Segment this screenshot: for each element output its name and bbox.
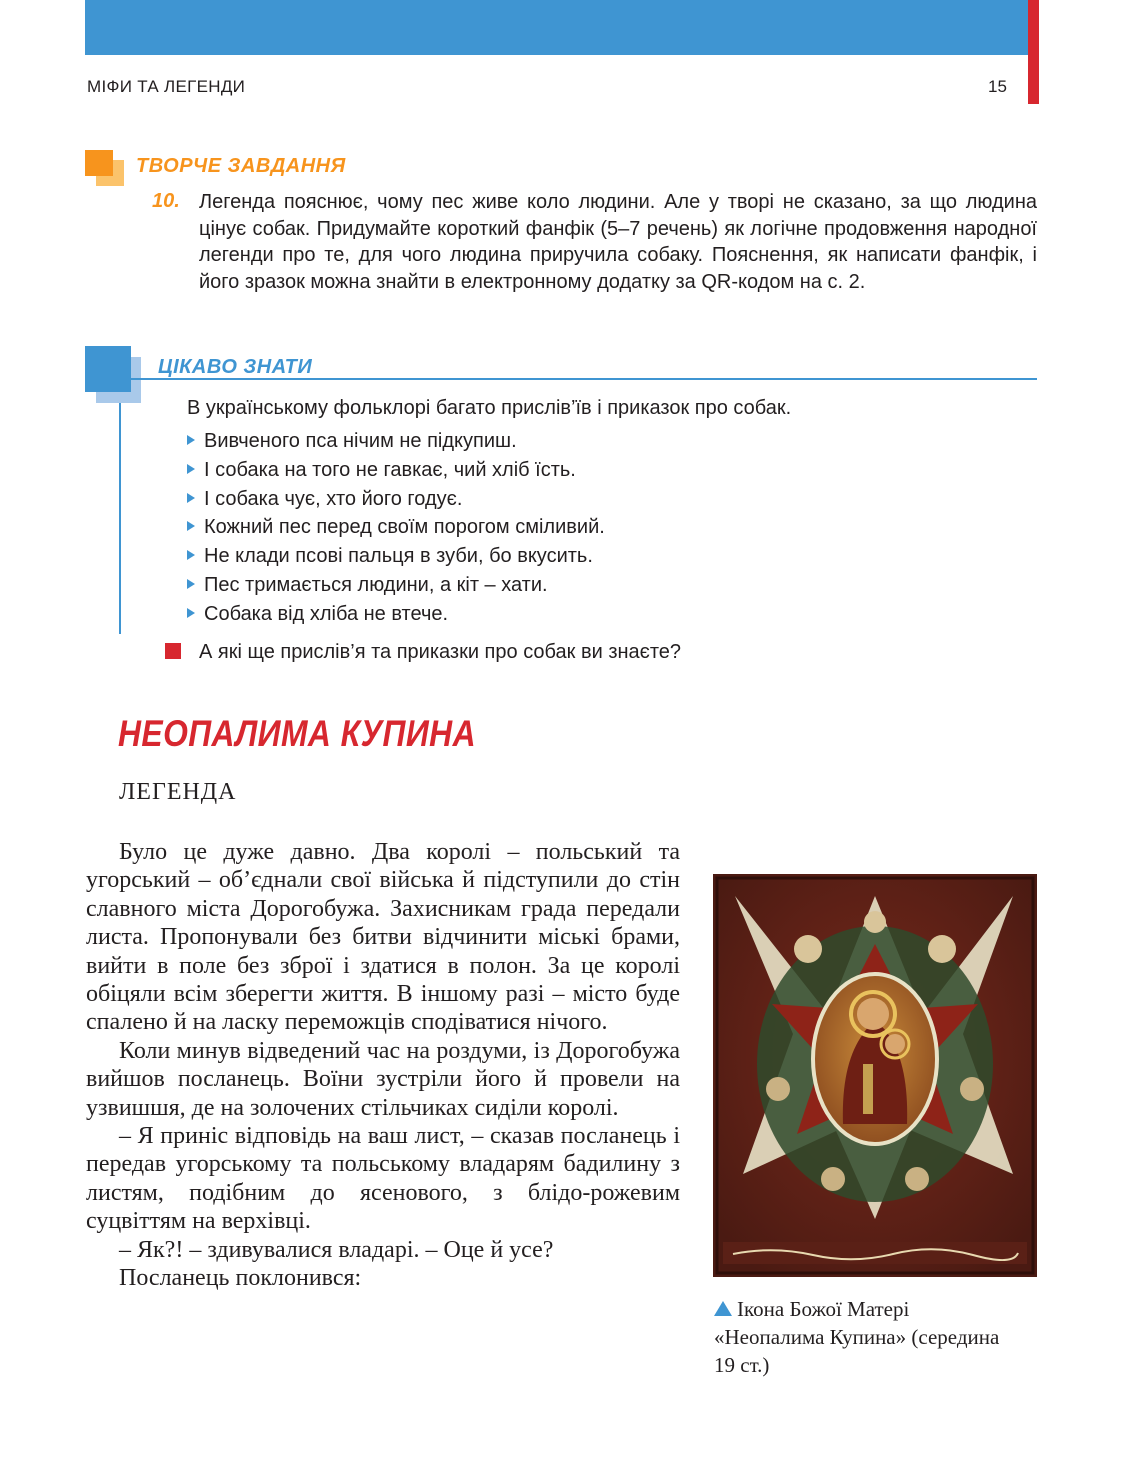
proverb-text: Не клади псові пальця в зуби, бо вкусить. bbox=[204, 545, 593, 568]
triangle-bullet-icon bbox=[187, 579, 195, 589]
caption-text: Ікона Божої Матері «Неопалима Купина» (середина 19 ст.) bbox=[714, 1297, 1000, 1377]
list-item bbox=[187, 513, 605, 542]
proverb-list bbox=[187, 427, 605, 629]
triangle-bullet-icon bbox=[187, 435, 195, 445]
legend-text bbox=[86, 838, 680, 1293]
list-item bbox=[187, 485, 605, 514]
paragraph: – Я приніс відповідь на ваш лист, – сказав посланець і передав угорському та польському владарям бадилину з листям, подібним до ясенового, з блідо-рожевим суцвіттям на верхівці. bbox=[86, 1123, 680, 1235]
info-intro: В українському фольклорі багато прислів’їв і приказок про собак. bbox=[187, 397, 792, 419]
question-text: А які ще прислів’я та приказки про собак ви знаєте? bbox=[199, 641, 682, 663]
task-number: 10. bbox=[152, 190, 180, 212]
list-item bbox=[187, 427, 605, 456]
paragraph: – Як?! – здивувалися владарі. – Оце й усе? bbox=[119, 1236, 554, 1263]
info-marker-icon bbox=[85, 346, 131, 392]
proverb-text: Собака від хліба не втече. bbox=[204, 602, 449, 625]
header-bar bbox=[85, 0, 1028, 55]
triangle-bullet-icon bbox=[187, 493, 195, 503]
running-head: МІФИ ТА ЛЕГЕНДИ bbox=[87, 77, 246, 96]
triangle-bullet-icon bbox=[187, 550, 195, 560]
proverb-text: І собака на того не гавкає, чий хліб їсть. bbox=[204, 458, 576, 481]
page-edge-tab bbox=[1028, 0, 1039, 104]
list-item bbox=[187, 542, 605, 571]
list-item bbox=[187, 571, 605, 600]
page-number: 15 bbox=[988, 77, 1007, 96]
triangle-bullet-icon bbox=[187, 464, 195, 474]
task-marker-icon bbox=[85, 150, 113, 176]
proverb-text: Кожний пес перед своїм порогом сміливий. bbox=[204, 516, 605, 539]
proverb-text: Вивченого пса нічим не підкупиш. bbox=[204, 430, 517, 452]
triangle-bullet-icon bbox=[187, 521, 195, 531]
creative-task-title: ТВОРЧЕ ЗАВДАННЯ bbox=[136, 155, 346, 177]
info-box-side-rule bbox=[119, 403, 121, 634]
list-item bbox=[187, 600, 605, 629]
figure-caption bbox=[714, 1295, 1014, 1379]
triangle-bullet-icon bbox=[187, 608, 195, 618]
paragraph: Було це дуже давно. Два королі – польський та угорський – об’єднали свої війська й підступили до стін славного міста Дорогобужа. Захисникам града передали листа. Пропонували без битви відчинити міські брами, вийти в поле без зброї і здатися в полон. За це королі обіцяли всім зберегти життя. В іншому разі – місто буде спалено й на ласку переможців сподіватися нічого. bbox=[86, 839, 680, 1036]
legend-title: НЕОПАЛИМА КУПИНА bbox=[118, 713, 477, 754]
caption-triangle-icon bbox=[714, 1301, 732, 1316]
proverb-text: І собака чує, хто його годує. bbox=[204, 487, 463, 510]
list-item bbox=[187, 456, 605, 485]
paragraph: Посланець поклонився: bbox=[119, 1265, 362, 1292]
paragraph: Коли минув відведений час на роздуми, із Дорогобужа вийшов посланець. Воїни зустріли його й провели на узвишшя, де на золочених стільчиках сиділи королі. bbox=[86, 1037, 680, 1121]
question-marker-icon bbox=[165, 643, 181, 659]
legend-subtitle: ЛЕГЕНДА bbox=[119, 779, 237, 805]
icon-image bbox=[713, 874, 1037, 1277]
info-box-title: ЦІКАВО ЗНАТИ bbox=[158, 356, 313, 378]
proverb-text: Пес тримається людини, а кіт – хати. bbox=[204, 573, 548, 596]
info-box-top-rule bbox=[131, 378, 1037, 380]
task-text: Легенда пояснює, чому пес живе коло людини. Але у творі не сказано, за що людина цінує собак. Придумайте короткий фанфік (5–7 речень) як логічне продовження народної легенди про те, для чого людина приручила собаку. Пояснення, як написати фанфік, і його зразок можна знайти в електронному додатку за QR-кодом на с. 2. bbox=[199, 191, 1037, 293]
